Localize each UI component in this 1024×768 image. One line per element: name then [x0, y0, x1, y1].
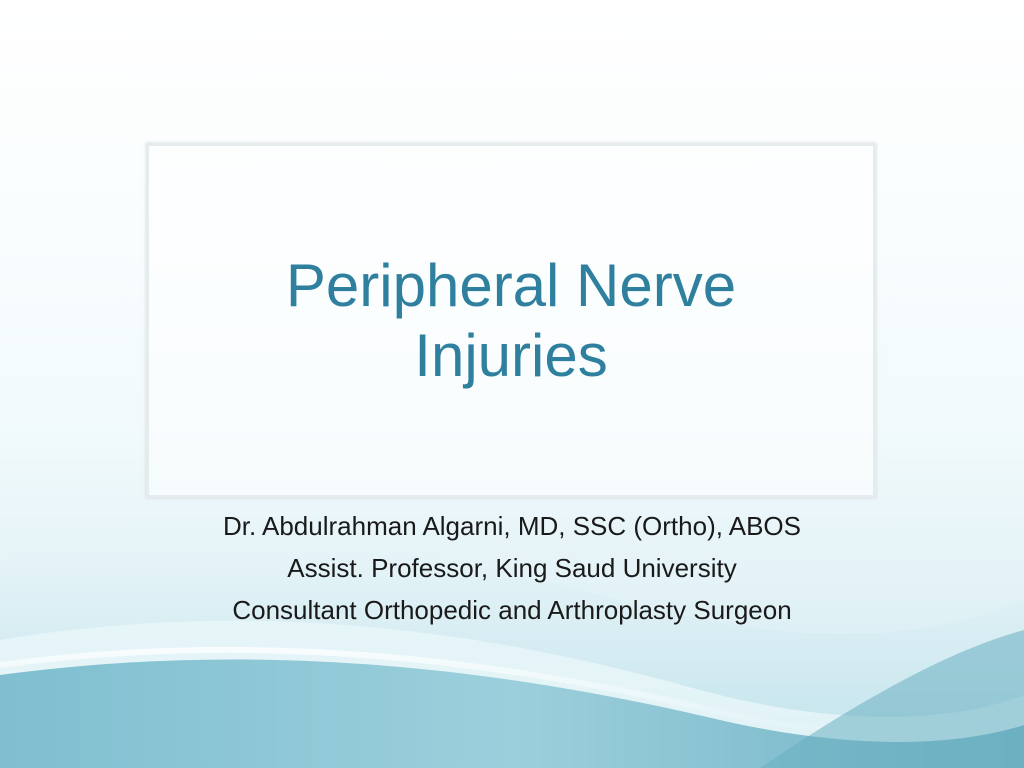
- title-line-1: Peripheral Nerve: [285, 251, 737, 319]
- subtitle-line-author: Dr. Abdulrahman Algarni, MD, SSC (Ortho), ABOS: [222, 511, 801, 541]
- slide-subtitle: [100, 505, 924, 631]
- slide-title: [149, 251, 873, 391]
- title-line-2: Injuries: [414, 321, 608, 389]
- title-box: [146, 143, 876, 498]
- subtitle-line-specialty: Consultant Orthopedic and Arthroplasty Surgeon: [232, 595, 792, 625]
- subtitle-line-position: Assist. Professor, King Saud University: [287, 553, 737, 583]
